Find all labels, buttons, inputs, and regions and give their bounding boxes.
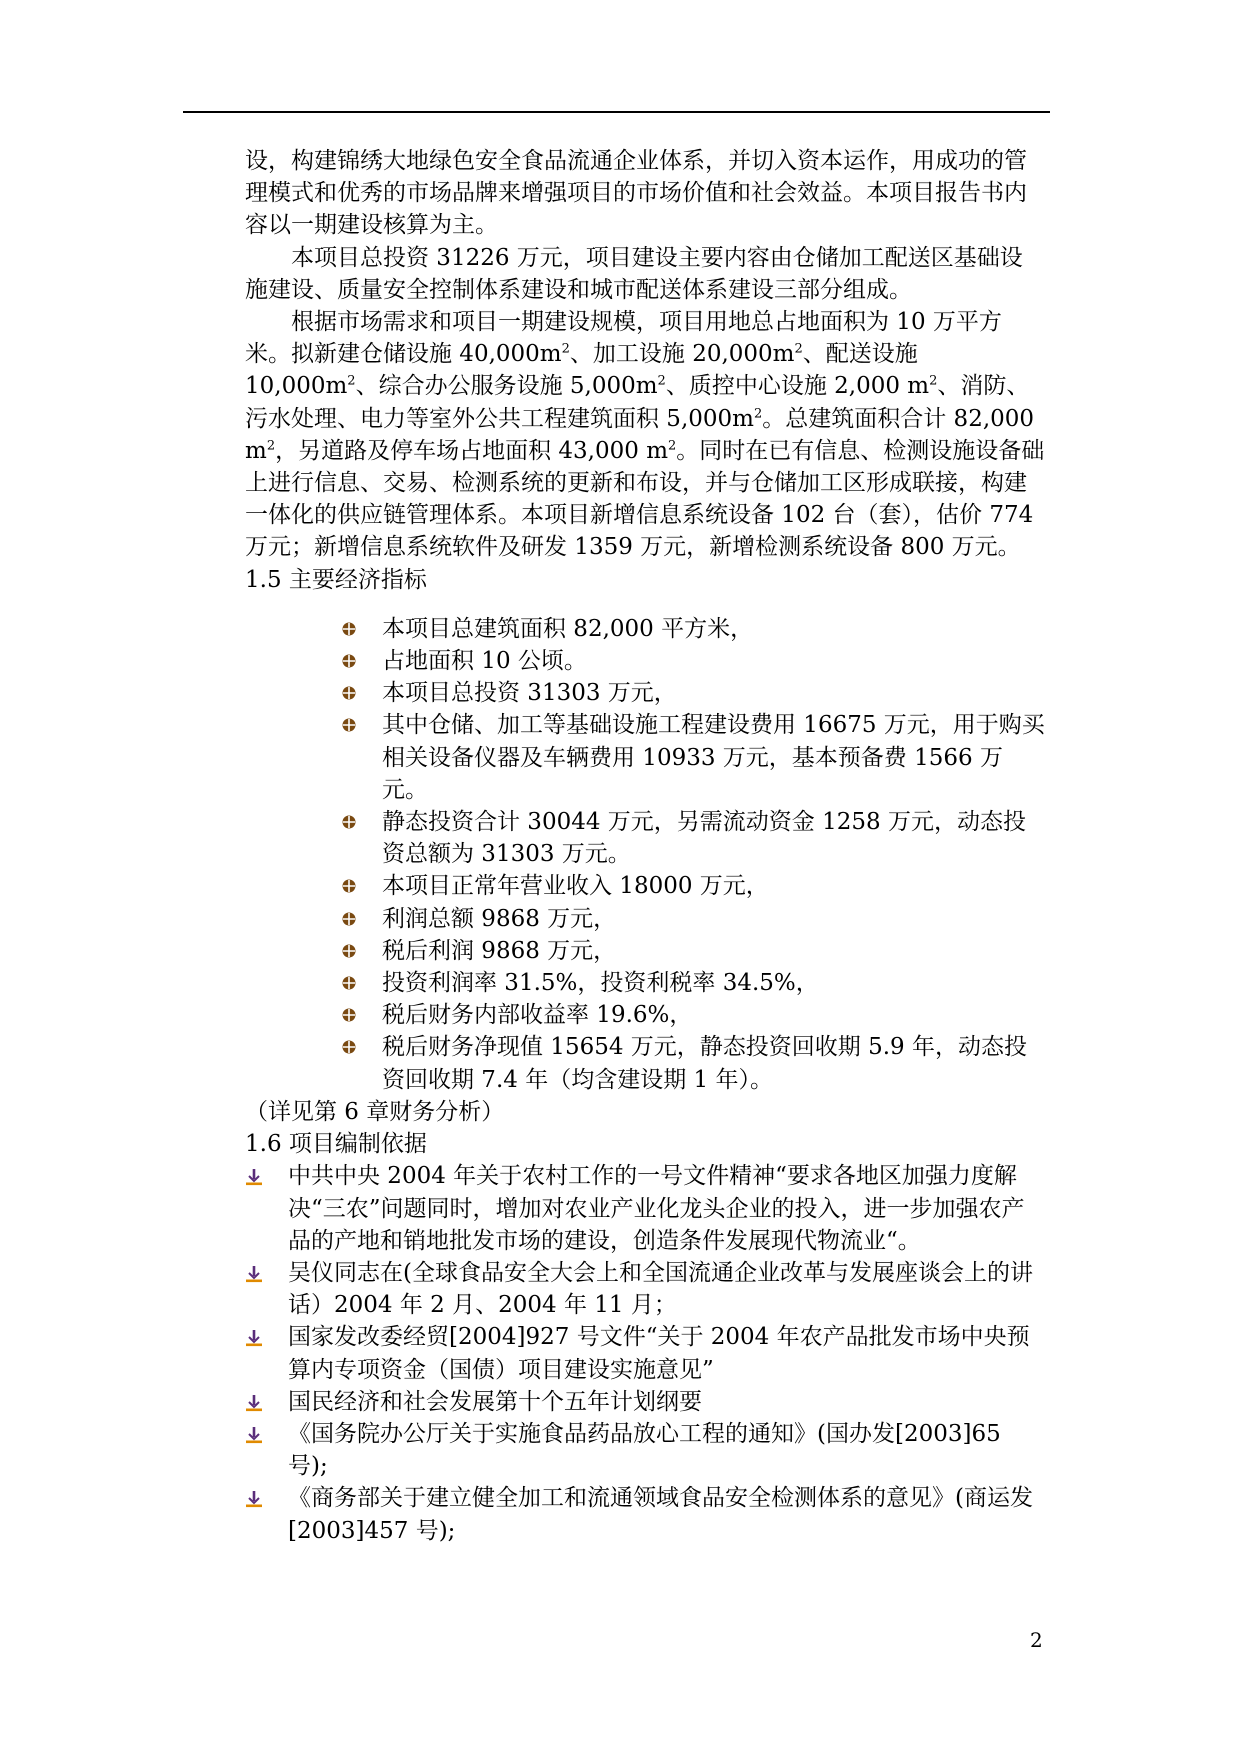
compilation-basis-list bbox=[245, 1160, 1045, 1546]
arrow-down-bullet-icon bbox=[245, 1168, 263, 1186]
arrow-down-bullet-icon bbox=[245, 1265, 263, 1283]
list-item: 税后利润 9868 万元， bbox=[245, 935, 1045, 967]
brown-disc-bullet-icon bbox=[342, 1008, 356, 1022]
brown-disc-bullet-icon bbox=[342, 976, 356, 990]
list-item: 本项目总投资 31303 万元， bbox=[245, 677, 1045, 709]
list-item: 《国务院办公厅关于实施食品药品放心工程的通知》(国办发[2003]65 号); bbox=[245, 1418, 1045, 1482]
list-item: 投资利润率 31.5%，投资利税率 34.5%， bbox=[245, 967, 1045, 999]
brown-disc-bullet-icon bbox=[342, 718, 356, 732]
list-item: 国家发改委经贸[2004]927 号文件“关于 2004 年农产品批发市场中央预算内专项资金（国债）项目建设实施意见” bbox=[245, 1321, 1045, 1385]
list-item: 国民经济和社会发展第十个五年计划纲要 bbox=[245, 1386, 1045, 1418]
paragraph-continuation: 设，构建锦绣大地绿色安全食品流通企业体系，并切入资本运作，用成功的管理模式和优秀的市场品牌来增强项目的市场价值和社会效益。本项目报告书内容以一期建设核算为主。 bbox=[245, 148, 1027, 239]
brown-disc-bullet-icon bbox=[342, 912, 356, 926]
list-item: 税后财务内部收益率 19.6%， bbox=[245, 999, 1045, 1031]
list-item: 静态投资合计 30044 万元，另需流动资金 1258 万元，动态投资总额为 31303 万元。 bbox=[245, 806, 1045, 870]
arrow-down-bullet-icon bbox=[245, 1329, 263, 1347]
paragraph-land-area: 根据市场需求和项目一期建设规模，项目用地总占地面积为 10 万平方米。拟新建仓储设施 $40,000m^2$、加工设施 $20,000m^2$、配送设施 $10,000m^2$、综合办公服务设施 $5,000m^2$、质控中心设施 2,000 $m^2$、消防、污水处理、电力等室外公共工程建筑面积 $5,000m^2$。总建筑面积合计 82,000 $m^2$，另道路及停车场占地面积 43,000 $m^2$。同时在已有信息、检测设施设备础上进行信息、交易、检测系统的更新和布设，并与仓储加工区形成联接，构建一体化的供应链管理体系。本项目新增信息系统设备 102 台（套），估价 774 万元；新增信息系统软件及研发 1359 万元，新增检测系统设备 800 万元。 bbox=[245, 309, 1045, 561]
paragraph-total-investment: 本项目总投资 31226 万元，项目建设主要内容由仓储加工配送区基础设施建设、质量安全控制体系建设和城市配送体系建设三部分组成。 bbox=[245, 244, 1023, 303]
list-item: 中共中央 2004 年关于农村工作的一号文件精神“要求各地区加强力度解决“三农”问题同时，增加对农业产业化龙头企业的投入，进一步加强农产品的产地和销地批发市场的建设，创造条件发展现代物流业“。 bbox=[245, 1160, 1045, 1257]
brown-disc-bullet-icon bbox=[342, 879, 356, 893]
arrow-down-bullet-icon bbox=[245, 1490, 263, 1508]
list-item: 利润总额 9868 万元， bbox=[245, 903, 1045, 935]
brown-disc-bullet-icon bbox=[342, 654, 356, 668]
list-item: 本项目正常年营业收入 18000 万元， bbox=[245, 870, 1045, 902]
brown-disc-bullet-icon bbox=[342, 815, 356, 829]
list-item: 占地面积 10 公顷。 bbox=[245, 645, 1045, 677]
list-item: 其中仓储、加工等基础设施工程建设费用 16675 万元，用于购买相关设备仪器及车辆费用 10933 万元，基本预备费 1566 万元。 bbox=[245, 709, 1045, 806]
section-heading-economic-indicators: 1.5 主要经济指标 bbox=[245, 566, 427, 593]
economic-indicators-list bbox=[245, 613, 1045, 1096]
list-item: 本项目总建筑面积 82,000 平方米， bbox=[245, 613, 1045, 645]
see-chapter-note: （详见第 6 章财务分析） bbox=[245, 1098, 505, 1125]
header-rule bbox=[183, 111, 1050, 113]
list-item: 《商务部关于建立健全加工和流通领域食品安全检测体系的意见》(商运发[2003]457 号); bbox=[245, 1482, 1045, 1546]
section-heading-compilation-basis: 1.6 项目编制依据 bbox=[245, 1131, 427, 1158]
list-item: 税后财务净现值 15654 万元，静态投资回收期 5.9 年，动态投资回收期 7.4 年（均含建设期 1 年）。 bbox=[245, 1031, 1045, 1095]
brown-disc-bullet-icon bbox=[342, 1040, 356, 1054]
page-number: 2 bbox=[1030, 1628, 1043, 1652]
brown-disc-bullet-icon bbox=[342, 944, 356, 958]
list-item: 吴仪同志在(全球食品安全大会上和全国流通企业改革与发展座谈会上的讲话）2004 年 2 月、2004 年 11 月； bbox=[245, 1257, 1045, 1321]
arrow-down-bullet-icon bbox=[245, 1426, 263, 1444]
document-body bbox=[245, 145, 1045, 1547]
arrow-down-bullet-icon bbox=[245, 1394, 263, 1412]
brown-disc-bullet-icon bbox=[342, 686, 356, 700]
brown-disc-bullet-icon bbox=[342, 622, 356, 636]
